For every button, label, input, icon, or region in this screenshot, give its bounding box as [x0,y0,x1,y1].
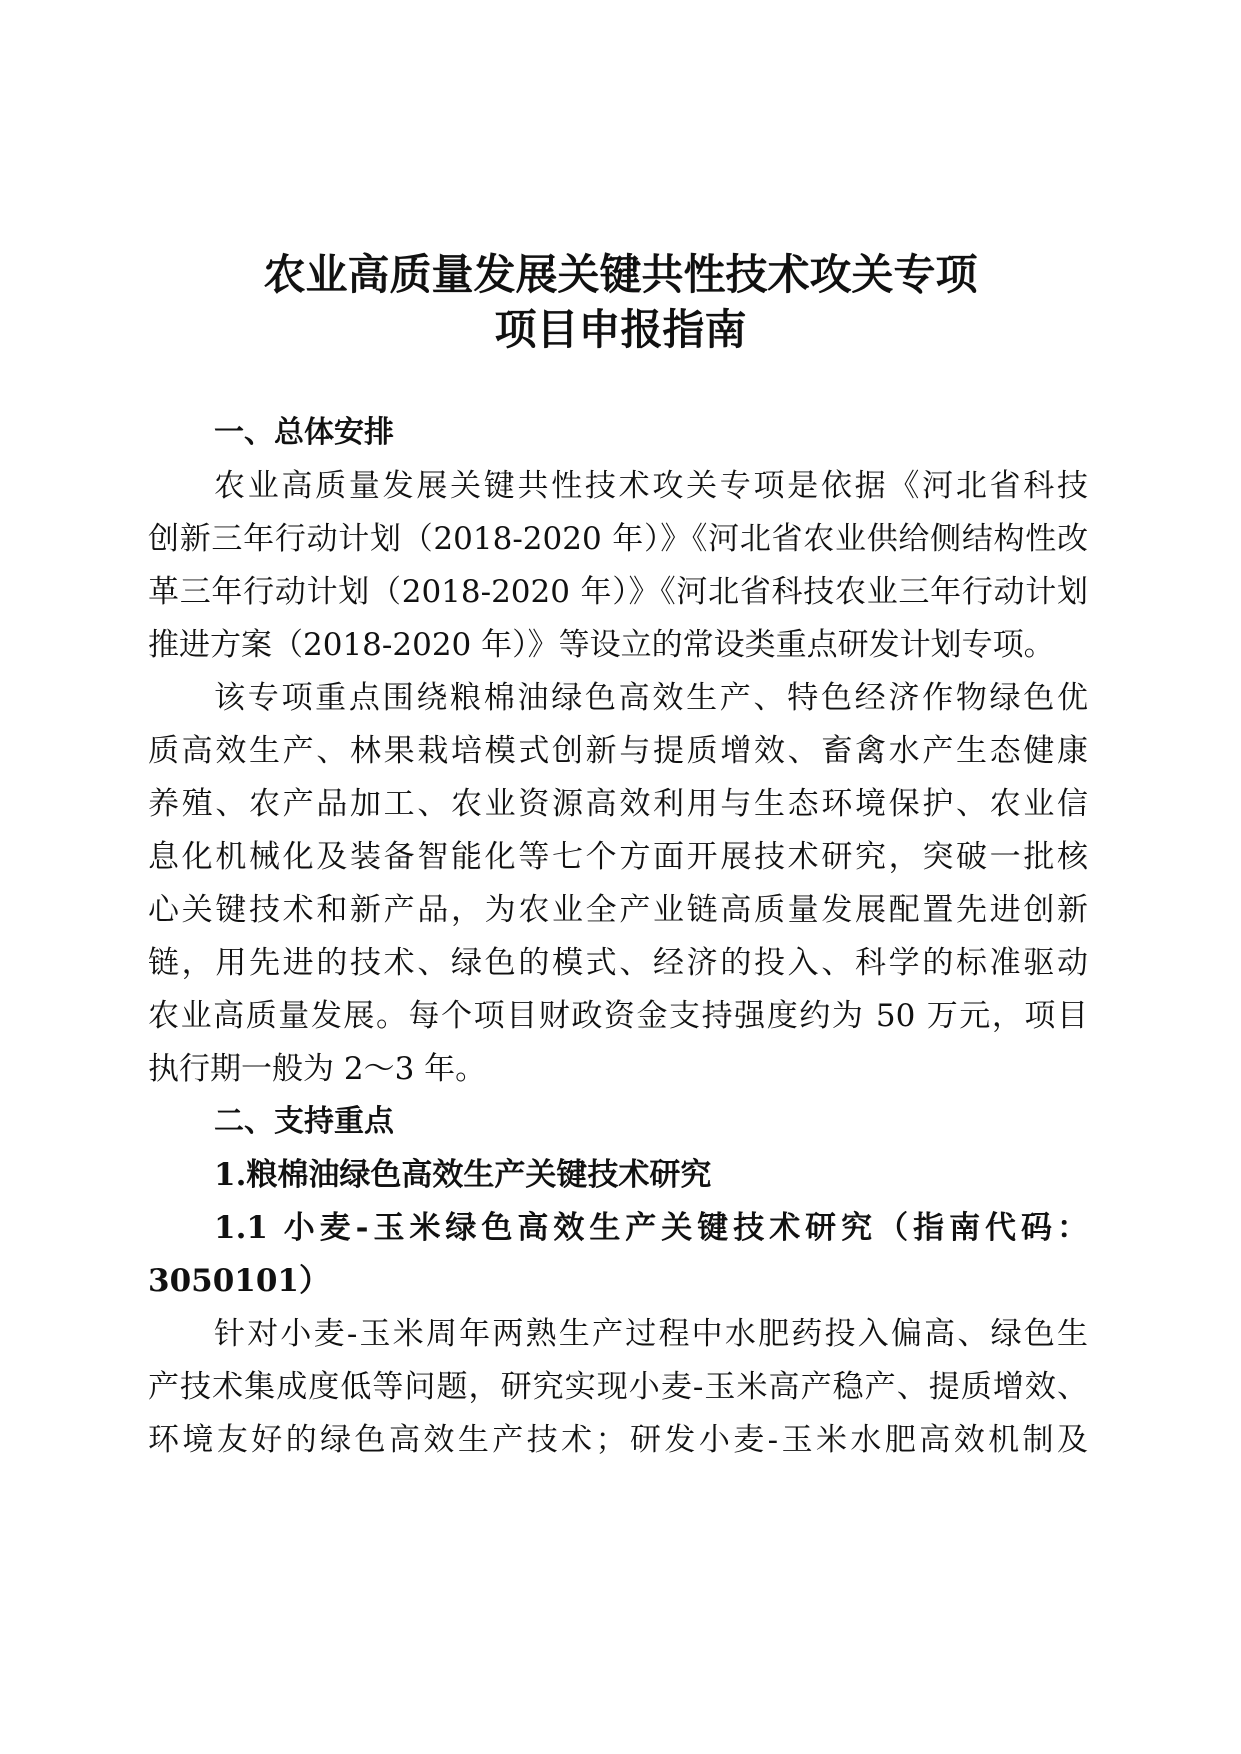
paragraph-line: 创新三年行动计划（2018-2020 年）》《河北省农业供给侧结构性改 [148,521,1088,557]
item-heading-guide-code: 3050101） [148,1263,330,1299]
paragraph-line: 息化机械化及装备智能化等七个方面开展技术研究，突破一批核 [148,839,1088,875]
paragraph-line: 针对小麦-玉米周年两熟生产过程中水肥药投入偏高、绿色生 [214,1316,1088,1352]
paragraph-line: 养殖、农产品加工、农业资源高效利用与生态环境保护、农业信 [148,786,1088,822]
paragraph-line: 推进方案（2018-2020 年）》等设立的常设类重点研发计划专项。 [148,627,1055,663]
document-title-line-2: 项目申报指南 [494,305,747,354]
paragraph-line: 该专项重点围绕粮棉油绿色高效生产、特色经济作物绿色优 [214,680,1088,716]
paragraph-line: 革三年行动计划（2018-2020 年）》《河北省科技农业三年行动计划 [148,574,1088,610]
paragraph-line: 环境友好的绿色高效生产技术；研发小麦-玉米水肥高效机制及 [148,1422,1088,1458]
document-title-line-1: 农业高质量发展关键共性技术攻关专项 [263,250,978,299]
section-heading-support-focus: 二、支持重点 [214,1104,394,1139]
paragraph-line: 链，用先进的技术、绿色的模式、经济的投入、科学的标准驱动 [148,945,1088,981]
paragraph-line: 产技术集成度低等问题，研究实现小麦-玉米高产稳产、提质增效、 [148,1369,1088,1405]
paragraph-line: 执行期一般为 2～3 年。 [148,1051,487,1087]
paragraph-line: 农业高质量发展。每个项目财政资金支持强度约为 50 万元，项目 [148,998,1088,1034]
paragraph-line: 农业高质量发展关键共性技术攻关专项是依据《河北省科技 [214,468,1088,504]
item-heading-grain-cotton-oil: 1.粮棉油绿色高效生产关键技术研究 [214,1157,712,1193]
section-heading-overall-arrangement: 一、总体安排 [214,415,394,450]
item-heading-wheat-corn: 1.1 小麦-玉米绿色高效生产关键技术研究（指南代码： [214,1210,1088,1246]
paragraph-line: 心关键技术和新产品，为农业全产业链高质量发展配置先进创新 [148,892,1088,928]
paragraph-line: 质高效生产、林果栽培模式创新与提质增效、畜禽水产生态健康 [148,733,1088,769]
